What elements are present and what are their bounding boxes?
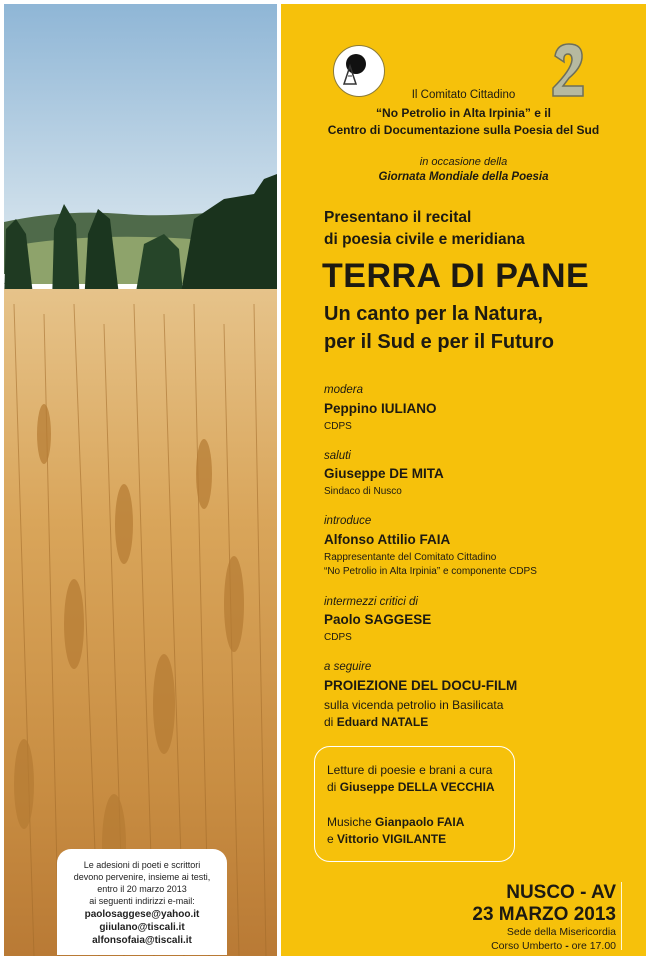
program-role: modera: [324, 384, 363, 396]
program-role: introduce: [324, 515, 372, 527]
email-link[interactable]: paolosaggese@yahoo.it: [84, 909, 200, 920]
occasion-name: Giornata Mondiale della Poesia: [378, 171, 549, 183]
music-line-2: [327, 832, 446, 846]
subtitle-line-2: per il Sud e per il Futuro: [324, 331, 555, 353]
program-name: Alfonso Attilio FAIA: [324, 532, 451, 547]
divider-line: [621, 882, 622, 950]
film-role: a seguire: [324, 661, 372, 673]
film-line-1: sulla vicenda petrolio in Basilicata: [324, 698, 504, 712]
header-line-3: Centro di Documentazione sulla Poesia del Sud: [327, 123, 600, 137]
submission-notice: [57, 849, 227, 955]
readings-line-2: [327, 780, 495, 794]
program-detail: “No Petrolio in Alta Irpinia” e componente CDPS: [324, 566, 537, 577]
event-address: Corso Umberto: [491, 940, 563, 952]
notice-line-1: Le adesioni di poeti e scrittori: [83, 860, 201, 870]
header-line-1: Il Comitato Cittadino: [411, 89, 516, 101]
program-detail: CDPS: [324, 421, 352, 432]
musician-1: Gianpaolo FAIA: [375, 815, 465, 829]
event-time: ore 17.00: [571, 940, 616, 952]
music-conjunction: e: [327, 832, 338, 846]
notice-line-4: ai seguenti indirizzi e-mail:: [89, 896, 195, 906]
intro-line-2: di poesia civile e meridiana: [324, 231, 525, 248]
film-director-prefix: di: [324, 715, 337, 729]
event-venue: Sede della Misericordia: [506, 926, 616, 938]
event-date: 23 MARZO 2013: [472, 904, 616, 925]
event-place: NUSCO - AV: [506, 882, 616, 903]
readings-prefix: di: [327, 780, 340, 794]
program-detail: Sindaco di Nusco: [324, 486, 402, 497]
email-link[interactable]: alfonsofaia@tiscali.it: [92, 935, 192, 946]
wheat-field-photo: [4, 4, 277, 956]
film-title: PROIEZIONE DEL DOCU-FILM: [324, 678, 518, 693]
program-role: intermezzi critici di: [324, 596, 418, 608]
event-time-separator: -: [562, 940, 572, 952]
readings-line-1: Letture di poesie e brani a cura: [327, 763, 493, 777]
musician-2: Vittorio VIGILANTE: [337, 832, 447, 846]
subtitle-line-1: Un canto per la Natura,: [324, 303, 543, 325]
music-prefix: Musiche: [327, 815, 376, 829]
program-detail: CDPS: [324, 632, 352, 643]
event-address-time: [491, 940, 616, 952]
occasion-intro: in occasione della: [419, 156, 508, 168]
email-link[interactable]: giiulano@tiscali.it: [99, 922, 185, 933]
film-line-2: [324, 715, 428, 729]
film-director: Eduard NATALE: [336, 715, 429, 729]
program-detail: Rappresentante del Comitato Cittadino: [324, 552, 497, 563]
readings-box: [314, 746, 515, 862]
header-line-2: “No Petrolio in Alta Irpinia” e il: [376, 106, 551, 120]
readings-curator: Giuseppe DELLA VECCHIA: [339, 780, 495, 794]
intro-line-1: Presentano il recital: [324, 209, 472, 226]
notice-line-3: entro il 20 marzo 2013: [97, 884, 187, 894]
program-name: Paolo SAGGESE: [324, 612, 432, 627]
program-name: Giuseppe DE MITA: [324, 466, 444, 481]
program-name: Peppino IULIANO: [324, 401, 437, 416]
music-line-1: [327, 815, 464, 829]
wheat-field-illustration: [4, 4, 277, 956]
page-title: TERRA DI PANE: [322, 257, 590, 295]
poster-panel: [281, 4, 646, 956]
program-role: saluti: [324, 450, 351, 462]
notice-line-2: devono pervenire, insieme ai testi,: [73, 872, 211, 882]
